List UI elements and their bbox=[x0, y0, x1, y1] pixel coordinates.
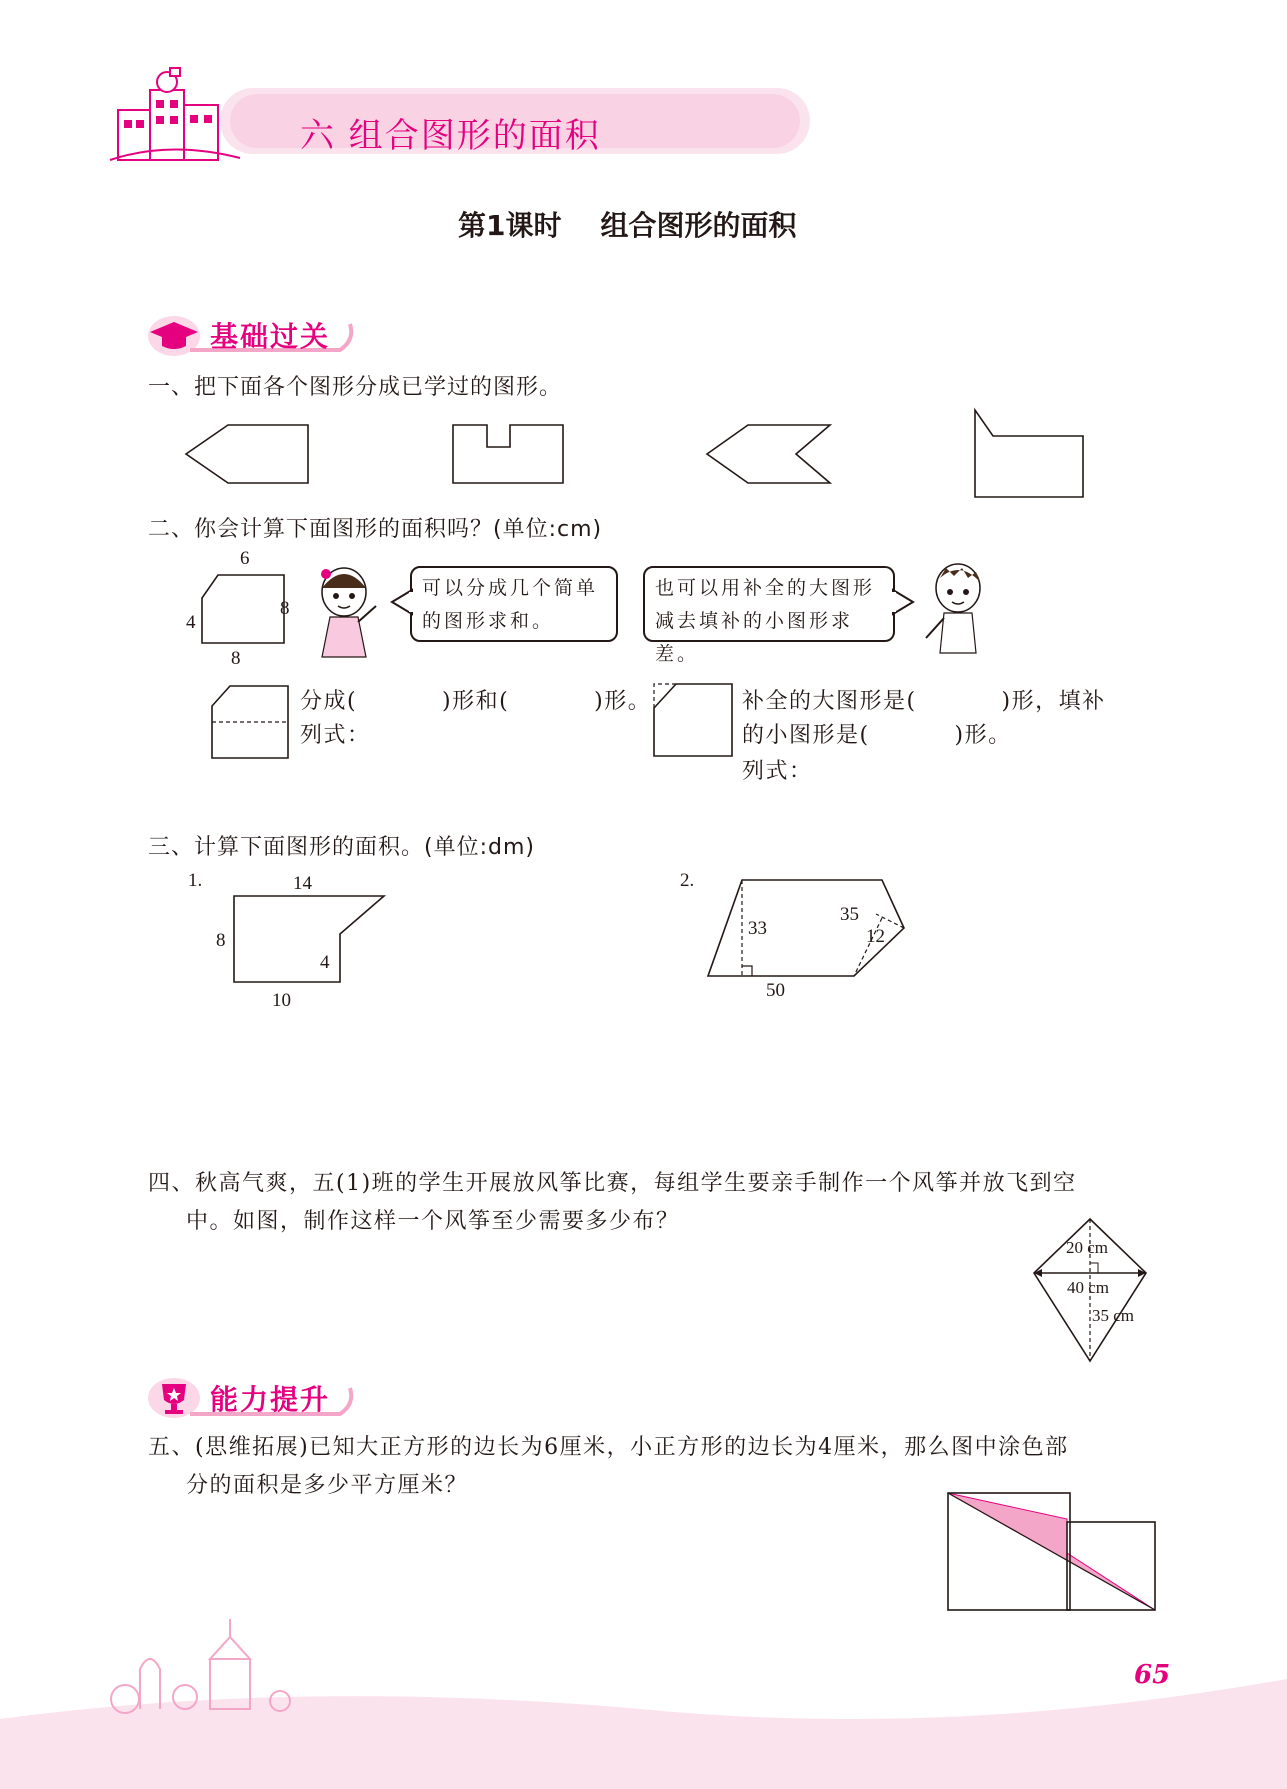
question-4-line-2: 中。如图，制作这样一个风筝至少需要多少布？ bbox=[186, 1209, 680, 1234]
q1-shape-flag bbox=[975, 410, 1083, 497]
q3-fig1-top: 14 bbox=[293, 873, 312, 894]
q1-shape-notched bbox=[453, 425, 563, 483]
question-2-text: 二、你会计算下面图形的面积吗？(单位:cm) bbox=[148, 517, 603, 542]
q1-shape-arrow bbox=[707, 425, 830, 483]
boy-character-illustration bbox=[918, 558, 998, 658]
kite-label-bottom: 35 cm bbox=[1092, 1306, 1135, 1325]
q3-fig2-side: 35 bbox=[840, 904, 859, 925]
boy-bubble-line-1: 也可以用补全的大图形 bbox=[655, 577, 876, 599]
q2-dim-top: 6 bbox=[240, 548, 250, 569]
question-4-line-1: 四、秋高气爽，五(1)班的学生开展放风筝比赛，每组学生要亲手制作一个风筝并放飞到空 bbox=[148, 1171, 1077, 1196]
q2-right-answer-line-2: 的小图形是( )形。 bbox=[742, 723, 1012, 748]
q3-fig2-number: 2. bbox=[680, 870, 695, 891]
boy-bubble-tail bbox=[893, 590, 913, 614]
lesson-title: 第1课时 组合图形的面积 bbox=[458, 209, 797, 242]
q3-fig1-inner: 4 bbox=[320, 952, 330, 973]
question-3-text: 三、计算下面图形的面积。(单位:dm) bbox=[148, 835, 535, 860]
girl-bubble-line-2: 的图形求和。 bbox=[422, 610, 555, 632]
q3-fig1-bottom: 10 bbox=[272, 990, 291, 1011]
q2-dim-right: 8 bbox=[280, 598, 290, 619]
q2-left-answer-line-2: 列式： bbox=[300, 723, 371, 748]
q3-fig1-number: 1. bbox=[188, 870, 203, 891]
q3-fig1-left: 8 bbox=[216, 930, 226, 951]
footer-decoration bbox=[0, 1609, 1287, 1789]
question-5-line-2: 分的面积是多少平方厘米？ bbox=[186, 1473, 469, 1498]
squares-figure bbox=[945, 1488, 1165, 1618]
boy-speech-bubble bbox=[643, 566, 895, 665]
girl-speech-bubble bbox=[410, 566, 618, 642]
kite-label-top: 20 cm bbox=[1066, 1238, 1109, 1257]
section-badge-basic: 基础过关 bbox=[210, 320, 331, 353]
q2-dim-left: 4 bbox=[186, 612, 196, 633]
q2-split-figure bbox=[208, 680, 298, 770]
q3-figure-1 bbox=[230, 890, 430, 1000]
q2-right-answer-line-3: 列式： bbox=[742, 759, 813, 784]
page-number: 65 bbox=[1134, 1660, 1171, 1690]
question-1-text: 一、把下面各个图形分成已学过的图形。 bbox=[148, 375, 563, 400]
q1-shapes bbox=[180, 400, 1140, 510]
q2-dim-bottom: 8 bbox=[231, 648, 241, 669]
girl-bubble-tail bbox=[392, 590, 412, 614]
question-5-line-1: 五、(思维拓展)已知大正方形的边长为6厘米，小正方形的边长为4厘米，那么图中涂色部 bbox=[148, 1435, 1069, 1460]
girl-character-illustration bbox=[308, 562, 388, 662]
q2-left-answer-line-1: 分成( )形和( )形。 bbox=[300, 689, 652, 714]
q3-fig2-height: 33 bbox=[748, 918, 767, 939]
boy-bubble-line-2: 减去填补的小图形求差。 bbox=[655, 610, 854, 665]
chapter-title: 六 组合图形的面积 bbox=[300, 116, 601, 156]
q3-figure-2 bbox=[700, 870, 920, 990]
q2-right-answer-line-1: 补全的大图形是( )形，填补 bbox=[742, 689, 1106, 714]
q3-fig2-height-2: 12 bbox=[866, 926, 885, 947]
girl-bubble-line-1: 可以分成几个简单 bbox=[422, 577, 599, 599]
q2-complete-figure bbox=[652, 680, 742, 780]
kite-label-width: 40 cm bbox=[1067, 1278, 1110, 1297]
q1-shape-pentagon bbox=[186, 425, 308, 483]
section-badge-advanced: 能力提升 bbox=[210, 1383, 331, 1416]
q3-fig2-base: 50 bbox=[766, 980, 785, 1001]
